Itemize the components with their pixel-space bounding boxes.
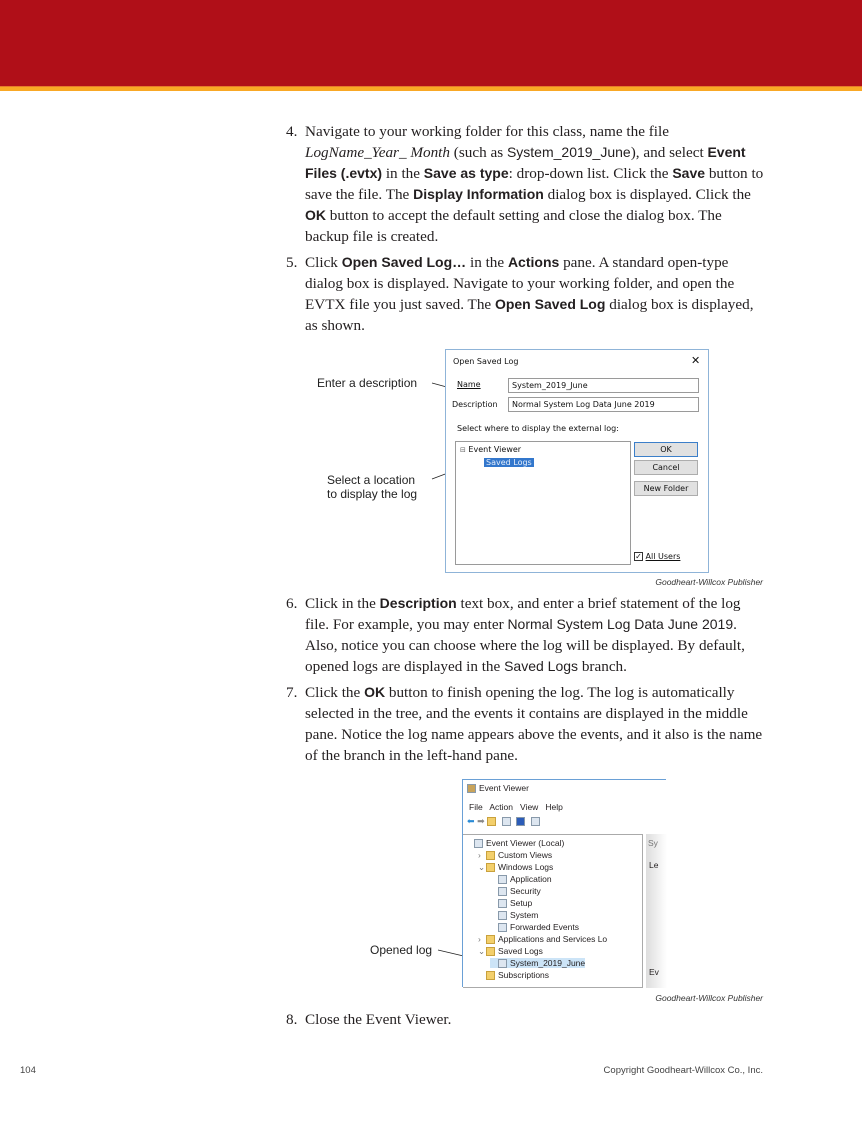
- figure-credit-2: Goodheart-Willcox Publisher: [655, 993, 763, 1003]
- ui-term: OK: [364, 684, 386, 700]
- tree-item[interactable]: [466, 838, 564, 848]
- log-icon: [474, 839, 483, 848]
- menu-bar: [469, 802, 563, 812]
- tree-item-label: Event Viewer (Local): [486, 838, 565, 848]
- tree-item[interactable]: [478, 862, 553, 873]
- tree-item-label: Forwarded Events: [510, 922, 579, 932]
- description-label: Description: [452, 400, 498, 409]
- step-number: 4.: [286, 123, 298, 140]
- text-segment: Saved Logs: [504, 658, 579, 674]
- menu-view[interactable]: View: [520, 802, 539, 812]
- callout-line-1: Select a location: [327, 473, 416, 487]
- text-segment: System_2019_June: [506, 144, 631, 160]
- expand-arrow-icon[interactable]: ⌄: [478, 946, 486, 956]
- header-banner: [0, 0, 862, 86]
- show-hide-icon[interactable]: [502, 817, 511, 826]
- folder-icon: [486, 935, 495, 944]
- tree-item[interactable]: [490, 886, 541, 896]
- text-segment: button to save the file. The: [305, 165, 764, 203]
- tree-item-label: Application: [510, 874, 552, 884]
- text-segment: text box, and enter a brief statement of the log file. For example, you may enter: [305, 595, 741, 633]
- step-7: [286, 682, 766, 766]
- page-number: 104: [20, 1065, 36, 1076]
- window-title: [467, 783, 529, 793]
- step-text: [305, 121, 766, 247]
- all-users-label: All Users: [645, 552, 681, 561]
- help-icon[interactable]: [516, 817, 525, 826]
- figure-credit: Goodheart-Willcox Publisher: [655, 577, 763, 587]
- text-segment: Click in the: [305, 595, 380, 612]
- tree-item-label: Applications and Services Lo: [498, 934, 608, 944]
- content-column: [286, 121, 766, 1135]
- figure-open-saved-log: [0, 341, 862, 593]
- location-tree[interactable]: [455, 441, 631, 565]
- tree-item[interactable]: [490, 922, 579, 932]
- event-viewer-window: [462, 779, 666, 987]
- column-fragment: Le: [649, 860, 659, 870]
- step-text: [305, 682, 766, 766]
- callout-line-2: to display the log: [327, 487, 418, 501]
- ui-term: Save as type: [423, 165, 509, 181]
- open-saved-log-dialog: [445, 349, 709, 573]
- log-icon: [498, 899, 507, 908]
- tree-item-label: System: [510, 910, 539, 920]
- ui-term: OK: [305, 207, 326, 223]
- text-segment: : drop-down list. Click the: [508, 165, 673, 182]
- tree-item-label: Windows Logs: [498, 862, 554, 872]
- menu-help[interactable]: Help: [545, 802, 563, 812]
- dialog-title: Open Saved Log: [453, 357, 519, 366]
- tree-item-label: Subscriptions: [498, 970, 550, 980]
- tree-item-label: System_2019_June: [510, 958, 586, 968]
- tree-item[interactable]: [478, 970, 549, 980]
- copyright: Copyright Goodheart-Willcox Co., Inc.: [603, 1065, 763, 1076]
- callout-arrows-2: [0, 771, 862, 1009]
- event-fragment: Ev: [649, 967, 659, 977]
- text-segment: (such as: [450, 144, 507, 161]
- forward-icon[interactable]: ➡: [477, 816, 485, 826]
- tree-item[interactable]: [478, 946, 543, 957]
- expand-arrow-icon[interactable]: ⌄: [478, 862, 486, 872]
- all-users-checkbox[interactable]: [634, 552, 680, 561]
- tree-item[interactable]: [478, 934, 607, 944]
- ui-term: Open Saved Log: [494, 296, 606, 312]
- ui-term: Description: [379, 595, 457, 611]
- log-icon: [498, 923, 507, 932]
- ui-term: Actions: [507, 254, 560, 270]
- text-segment: pane. A standard open-type dialog box is displayed. Navigate to your working folder, and open the EVTX file you just saved. The: [305, 254, 735, 313]
- pane-icon[interactable]: [531, 817, 540, 826]
- tree-item[interactable]: [490, 958, 585, 968]
- text-segment: branch.: [578, 658, 627, 675]
- cancel-button[interactable]: Cancel: [634, 460, 698, 475]
- text-segment: Click the: [305, 684, 365, 701]
- tree-item[interactable]: [490, 910, 538, 920]
- up-icon[interactable]: [487, 817, 496, 826]
- text-segment: in the: [466, 254, 508, 271]
- tree-item[interactable]: [490, 898, 532, 908]
- tree-item-label: Custom Views: [498, 850, 553, 860]
- text-segment: LogName_Year_ Month: [305, 144, 450, 161]
- expand-arrow-icon[interactable]: ›: [478, 934, 481, 944]
- text-segment: Close the Event Viewer.: [305, 1011, 452, 1028]
- event-viewer-icon: [467, 784, 476, 793]
- text-segment: Normal System Log Data June 2019: [507, 616, 734, 632]
- ui-term: Event Files (.evtx): [305, 144, 746, 181]
- folder-icon: [486, 863, 495, 872]
- expand-arrow-icon[interactable]: ›: [478, 850, 481, 860]
- step-text: [305, 252, 766, 336]
- log-icon: [498, 887, 507, 896]
- pane-header-fragment: Sy: [648, 838, 658, 848]
- folder-icon: [486, 947, 495, 956]
- tree-item-event-viewer[interactable]: [460, 445, 521, 454]
- tree-item-label: Setup: [510, 898, 533, 908]
- ok-button[interactable]: OK: [634, 442, 698, 457]
- log-icon: [498, 875, 507, 884]
- callout-opened-log: Opened log: [370, 943, 433, 957]
- log-icon: [498, 911, 507, 920]
- step-number: 5.: [286, 254, 298, 271]
- name-label: Name: [457, 380, 481, 389]
- menu-action[interactable]: Action: [489, 802, 513, 812]
- figure-event-viewer: [0, 771, 862, 1009]
- ui-term: Display Information: [413, 186, 544, 202]
- window-title-text: Event Viewer: [479, 783, 529, 793]
- toolbar: [467, 816, 543, 827]
- text-segment: in the: [382, 165, 424, 182]
- tree-item[interactable]: [478, 850, 552, 860]
- text-segment: Click: [305, 254, 342, 271]
- text-segment: ), and select: [630, 144, 708, 161]
- folder-icon: [486, 851, 495, 860]
- header-stripe: [0, 86, 862, 91]
- step-number: 6.: [286, 595, 298, 612]
- tree-item[interactable]: [490, 874, 552, 884]
- step-6: [286, 593, 766, 677]
- back-icon[interactable]: ⬅: [467, 816, 475, 826]
- middle-pane: [646, 834, 667, 988]
- select-location-label: Select where to display the external log:: [457, 424, 619, 433]
- step-text: [305, 593, 766, 677]
- description-field[interactable]: Normal System Log Data June 2019: [508, 397, 699, 412]
- callout-enter-description: Enter a description: [317, 376, 418, 390]
- text-segment: dialog box is displayed, as shown.: [305, 296, 754, 334]
- text-segment: button to accept the default setting and close the dialog box. The backup file is created.: [305, 207, 722, 245]
- collapse-icon[interactable]: ⊟: [460, 446, 466, 454]
- text-segment: dialog box is displayed. Click the: [543, 186, 751, 203]
- step-8: [286, 1009, 766, 1030]
- step-number: 8.: [286, 1011, 298, 1028]
- ui-term: Open Saved Log…: [341, 254, 467, 270]
- tree-item-label: Saved Logs: [498, 946, 543, 956]
- log-icon: [498, 959, 507, 968]
- menu-file[interactable]: File: [469, 802, 483, 812]
- callout-arrows: [0, 341, 862, 593]
- folder-icon: [486, 971, 495, 980]
- ui-term: Save: [672, 165, 706, 181]
- step-number: 7.: [286, 684, 298, 701]
- step-4: [286, 121, 766, 247]
- tree-item-saved-logs[interactable]: Saved Logs: [486, 458, 532, 467]
- name-field[interactable]: System_2019_June: [508, 378, 699, 393]
- new-folder-button[interactable]: New Folder: [634, 481, 698, 496]
- text-segment: . Also, notice you can choose where the log will be displayed. By default, opened logs are displayed in the: [305, 616, 745, 675]
- close-icon[interactable]: ✕: [691, 354, 701, 367]
- tree-item-label: Security: [510, 886, 541, 896]
- text-segment: Navigate to your working folder for this class, name the file: [305, 123, 669, 140]
- step-text: [305, 1009, 766, 1030]
- tree-pane: [463, 834, 643, 988]
- text-segment: button to finish opening the log. The log is automatically selected in the tree, and the events it contains are displayed in the middle pane. Notice the log name appears above the events, and it also is the name of the branch in the left-hand pane.: [305, 684, 763, 764]
- checkbox-check-icon: ✓: [635, 552, 642, 561]
- step-5: [286, 252, 766, 336]
- tree-root-label: Event Viewer: [468, 445, 522, 454]
